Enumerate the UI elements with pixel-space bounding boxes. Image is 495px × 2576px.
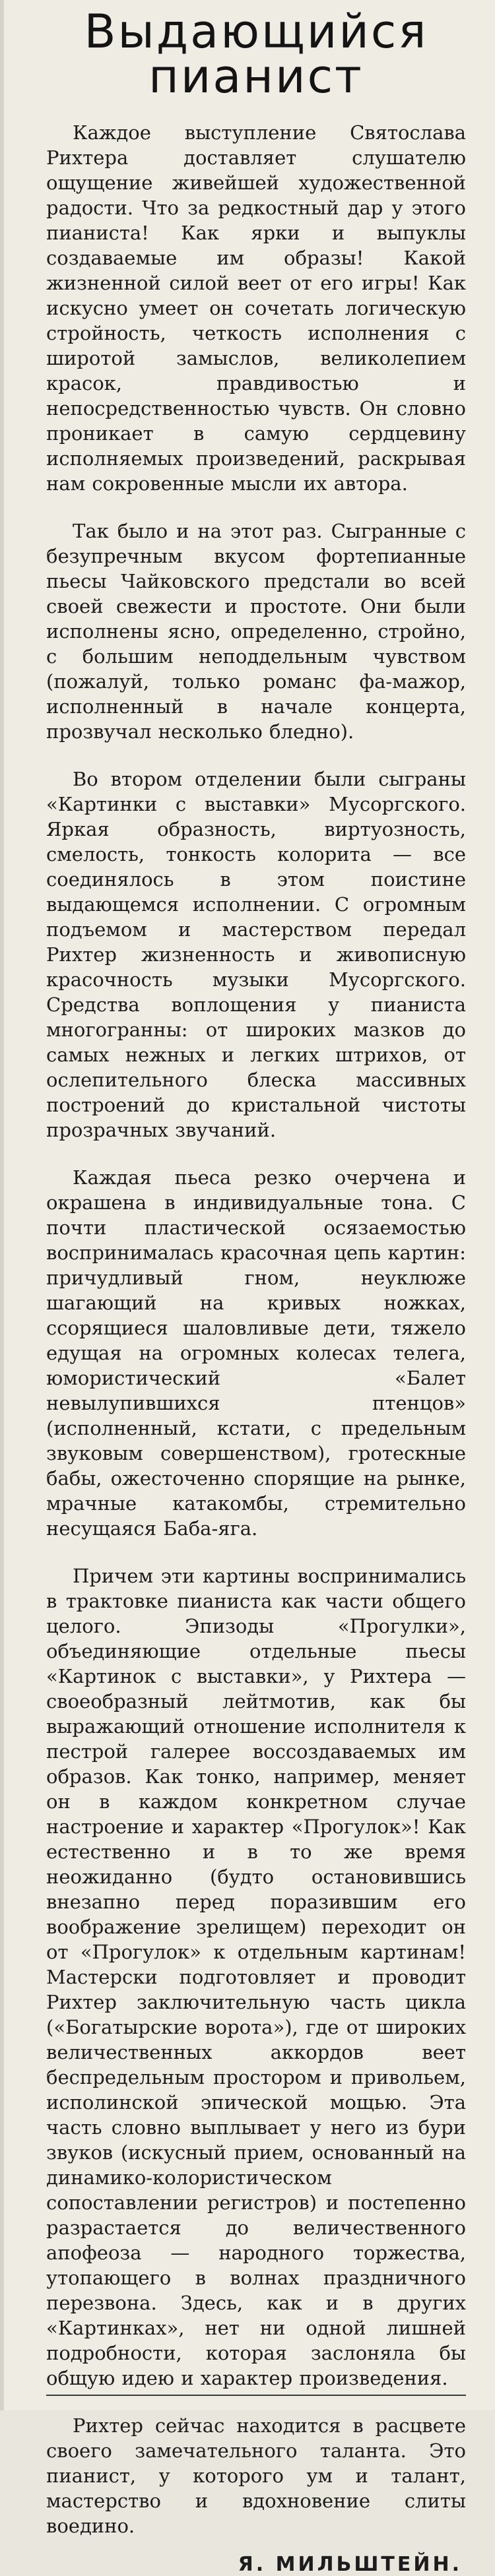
title-line-2: пианист <box>148 49 364 104</box>
paragraph-1: Каждое выступление Святослава Рихтера доставляет слушателю ощущение живейшей художественной радости. Что за редкостный дар у этого пианиста! Как ярки и выпуклы создаваемые им образы! Какой жизненной силой веет от его игры! Как искусно умеет он сочетать логическую стройность, четкость исполнения с широтой замыслов, великолепием красок, правдивостью и непосредственностью чувств. Он словно проникает в самую сердцевину исполняемых произведений, раскрывая нам сокровенные мысли их автора. <box>46 121 466 495</box>
article-body <box>46 120 466 2538</box>
paragraph-2: Так было и на этот раз. Сыгранные с безупречным вкусом фортепианные пьесы Чайковского предстали во всей своей свежести и простоте. Они были исполнены ясно, определенно, стройно, с большим неподдельным чувством (пожалуй, только романс фа-мажор, исполненный в начале концерта, прозвучал несколько бледно). <box>46 520 466 743</box>
article-title <box>46 5 466 104</box>
paragraph-5: Причем эти картины воспринимались в трактовке пианиста как части общего целого. Эпизоды «Прогулки», объединяющие отдельные пьесы «Картинок с выставки», у Рихтера — своеобразный лейтмотив, как бы выражающий отношение исполнителя к пестрой галерее воссоздаваемых им образов. Как тонко, например, меняет он в каждом конкретном случае настроение и характер «Прогулок»! Как естественно и в то же время неожиданно (будто остановившись внезапно перед поразившим его воображение зрелищем) переходит он от «Прогулок» к отдельным картинам! Мастерски подготовляет и проводит Рихтер заключительную часть цикла («Богатырские ворота»), где от широких величественных аккордов веет беспредельным простором и привольем, исполинской эпической мощью. Эта часть словно выплывает у него из бури звуков (искусный прием, основанный на динамико-колористическом сопоставлении регистров) и постепенно разрастается до величественного апофеоза — народного торжества, утопающего в волнах праздничного перезвона. Здесь, как и в других «Картинках», нет ни одной лишней подробности, которая заслоняла бы общую идею и характер произведения. <box>46 1565 466 2389</box>
paragraph-3: Во втором отделении были сыграны «Картинки с выставки» Мусоргского. Яркая образность, виртуозность, смелость, тонкость колорита — все соединялось в этом поистине выдающемся исполнении. С огромным подъемом и мастерством передал Рихтер жизненность и живописную красочность музыки Мусоргского. Средства воплощения у пианиста многогранны: от широких мазков до самых нежных и легких штрихов, от ослепительного блеска массивных построений до кристальной чистоты прозрачных звучаний. <box>46 768 466 1141</box>
paragraph-4: Каждая пьеса резко очерчена и окрашена в индивидуальные тона. С почти пластической осязаемостью воспринималась красочная цепь картин: причудливый гном, неуклюже шагающий на кривых ножках, ссорящиеся шаловливые дети, тяжело едущая на огромных колесах телега, юмористический «Балет невылупившихся птенцов» (исполненный, кстати, с предельным звуковым совершенством), гротескные бабы, ожесточенно спорящие на рынке, мрачные катакомбы, стремительно несущаяся Баба-яга. <box>46 1166 466 1540</box>
bottom-rule <box>46 2395 466 2396</box>
paragraph-6: Рихтер сейчас находится в расцвете своего замечательного таланта. Это пианист, у которого ум и талант, мастерство и вдохновение слиты воедино. <box>46 2414 466 2537</box>
author-signature: Я. МИЛЬШТЕЙН. <box>238 2553 462 2576</box>
title-line-1: Выдающийся <box>84 5 428 59</box>
